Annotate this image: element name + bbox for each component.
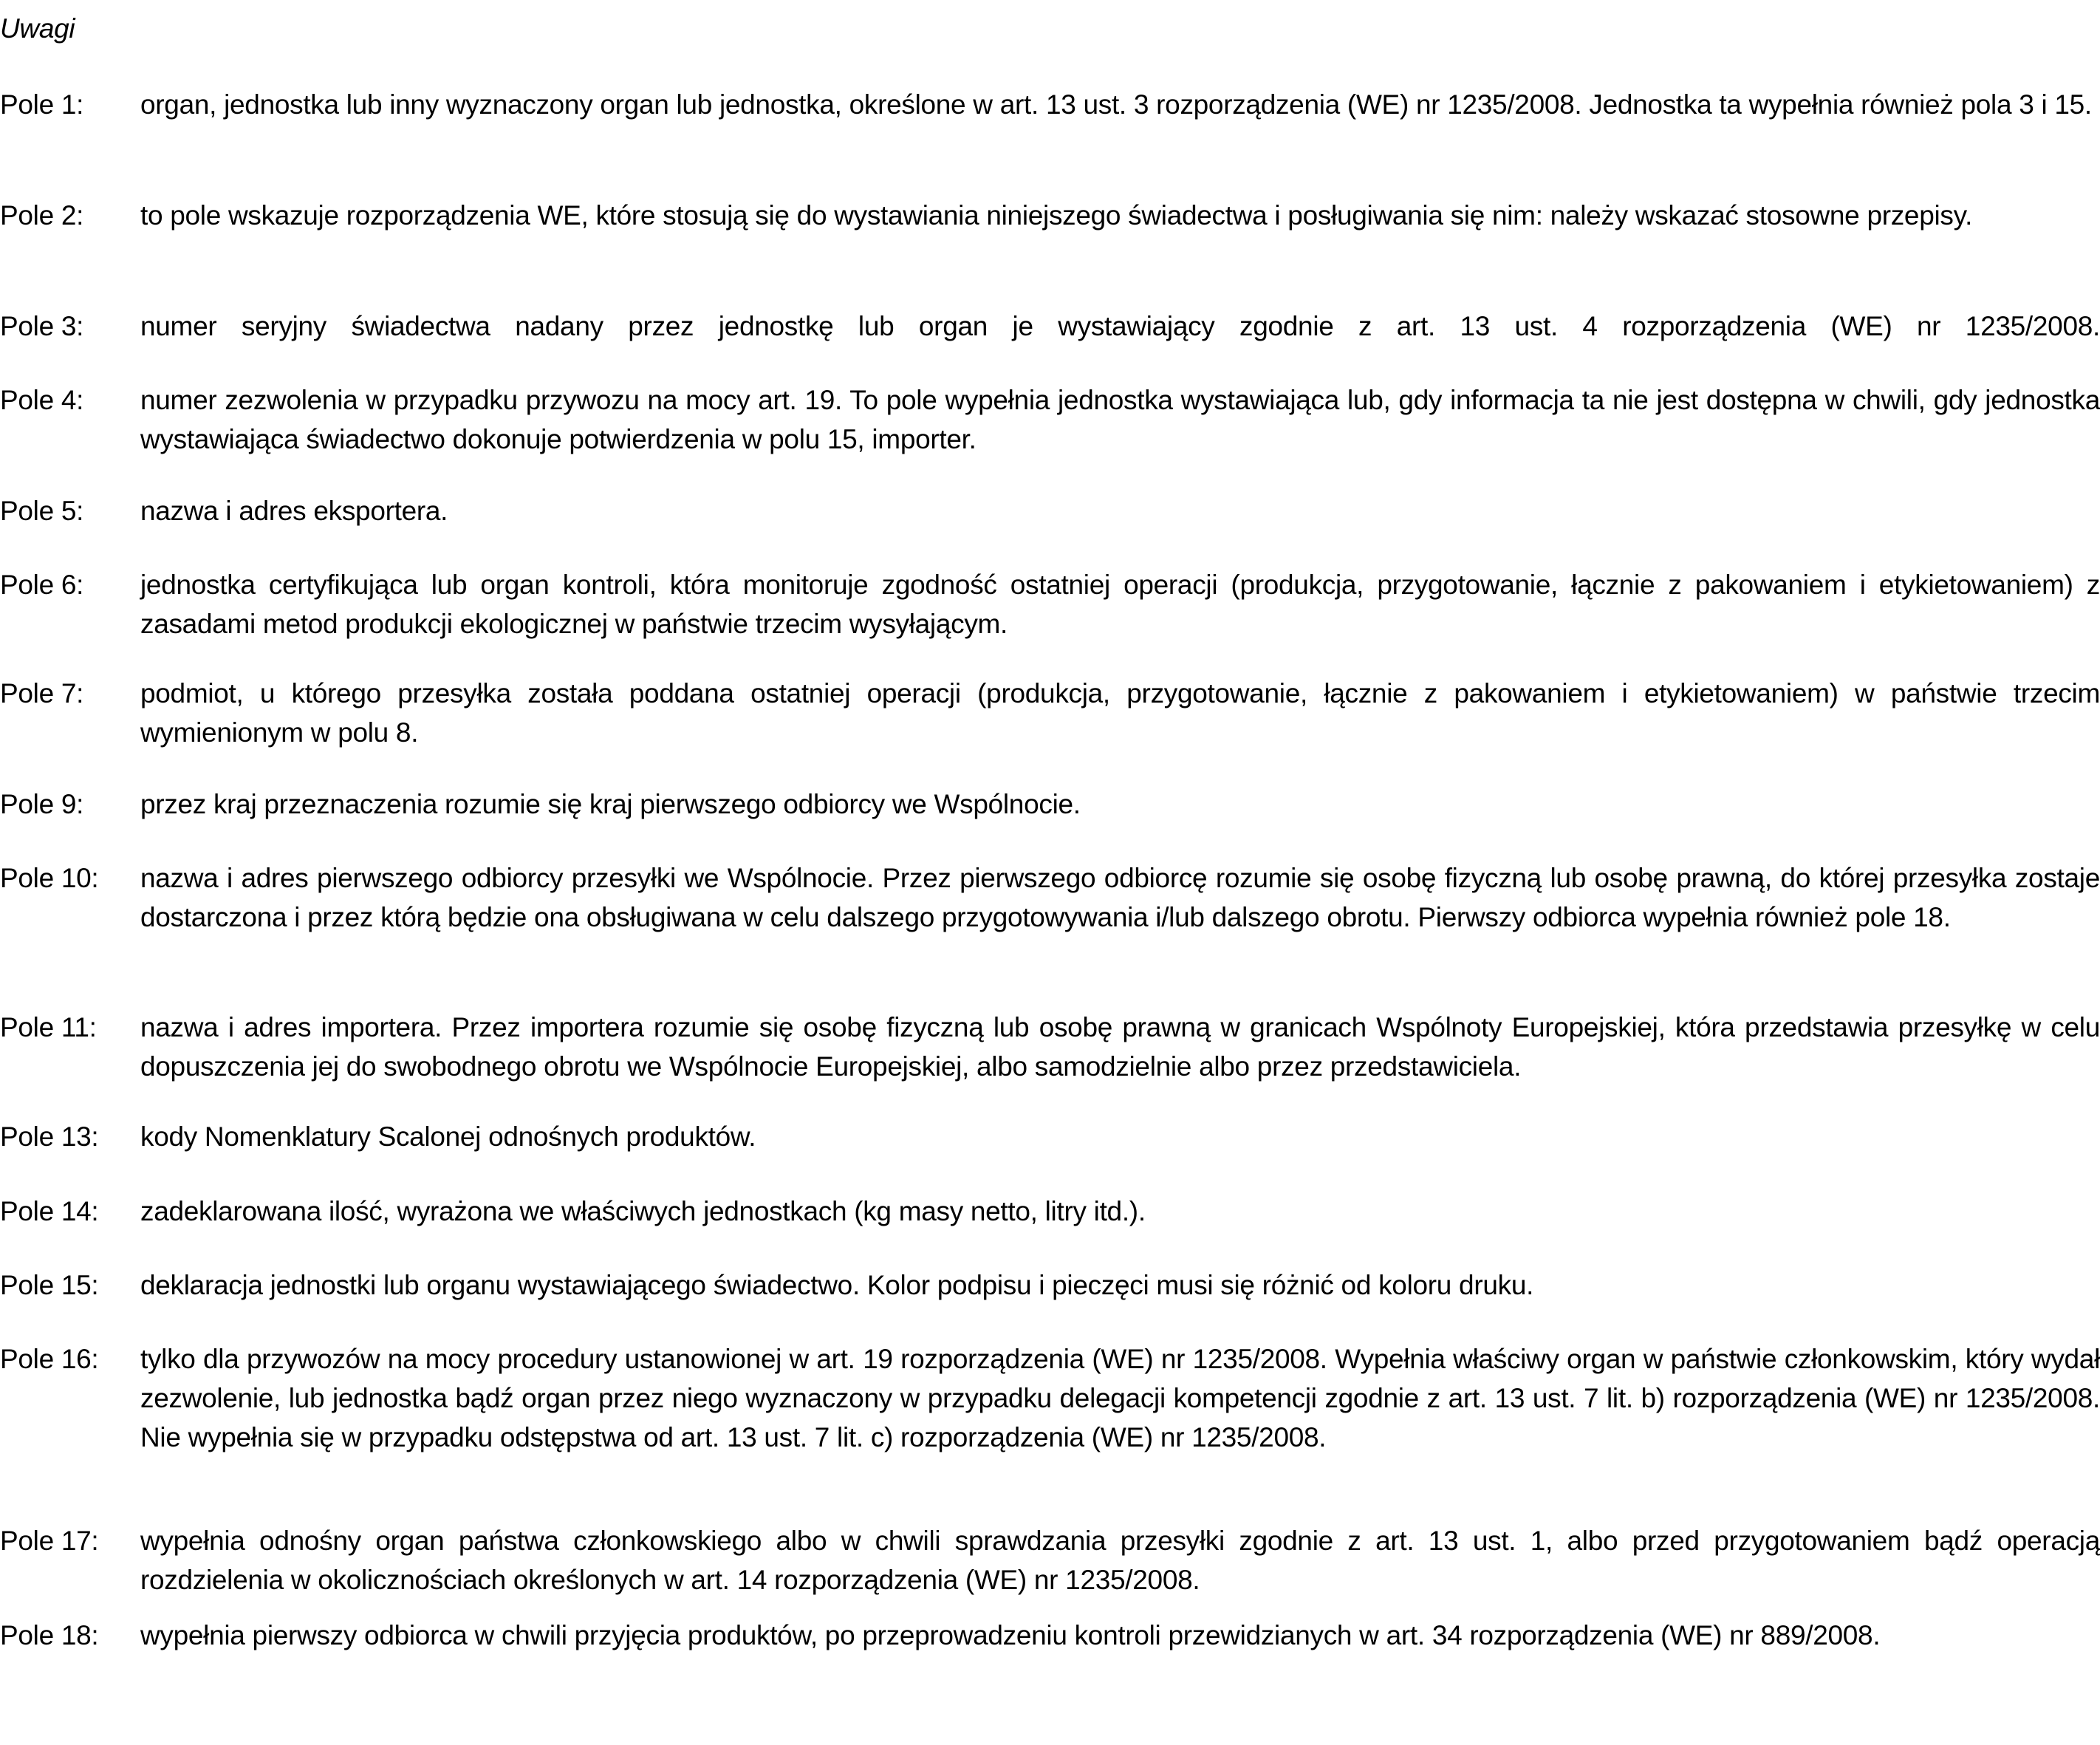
field-description: organ, jednostka lub inny wyznaczony organ lub jednostka, określone w art. 13 ust. 3 rozporządzenia (WE) nr 1235/2008. Jednostka ta wypełnia również pola 3 i 15. <box>140 89 2092 120</box>
field-description: podmiot, u którego przesyłka została poddana ostatniej operacji (produkcja, przygotowanie, łącznie z pakowaniem i etykietowaniem) w państwie trzecim wymienionym w polu 8. <box>140 678 2100 748</box>
field-description: to pole wskazuje rozporządzenia WE, które stosują się do wystawiania niniejszego świadectwa i posługiwania się nim: należy wskazać stosowne przepisy. <box>140 200 1973 230</box>
field-label: Pole 6: <box>0 570 84 600</box>
field-label: Pole 18: <box>0 1620 99 1650</box>
field-description: tylko dla przywozów na mocy procedury ustanowionej w art. 19 rozporządzenia (WE) nr 1235/2008. Wypełnia właściwy organ w państwie członkowskim, który wydał zezwolenie, lub jednostka bądź organ przez niego wyznaczony w przypadku delegacji kompetencji zgodnie z art. 13 ust. 7 lit. b) rozporządzenia (WE) nr 1235/2008. Nie wypełnia się w przypadku odstępstwa od art. 13 ust. 7 lit. c) rozporządzenia (WE) nr 1235/2008. <box>140 1344 2100 1452</box>
field-description: jednostka certyfikująca lub organ kontroli, która monitoruje zgodność ostatniej operacji (produkcja, przygotowanie, łącznie z pakowaniem i etykietowaniem) z zasadami metod produkcji ekologicznej w państwie trzecim wysyłającym. <box>140 570 2100 639</box>
field-description: nazwa i adres eksportera. <box>140 496 448 526</box>
section-title: Uwagi <box>0 13 75 44</box>
field-label: Pole 13: <box>0 1121 99 1152</box>
field-label: Pole 4: <box>0 385 84 415</box>
field-label: Pole 15: <box>0 1270 99 1300</box>
field-label: Pole 1: <box>0 89 84 120</box>
field-label: Pole 5: <box>0 496 84 526</box>
field-description: wypełnia pierwszy odbiorca w chwili przyjęcia produktów, po przeprowadzeniu kontroli przewidzianych w art. 34 rozporządzenia (WE) nr 889/2008. <box>140 1620 1881 1650</box>
field-label: Pole 7: <box>0 678 84 708</box>
field-description: zadeklarowana ilość, wyrażona we właściwych jednostkach (kg masy netto, litry itd.). <box>140 1196 1146 1226</box>
field-description: deklaracja jednostki lub organu wystawiającego świadectwo. Kolor podpisu i pieczęci musi się różnić od koloru druku. <box>140 1270 1534 1300</box>
field-label: Pole 10: <box>0 863 99 893</box>
field-label: Pole 2: <box>0 200 84 230</box>
field-label: Pole 17: <box>0 1526 99 1556</box>
field-description: nazwa i adres importera. Przez importera rozumie się osobę fizyczną lub osobę prawną w granicach Wspólnoty Europejskiej, która przedstawia przesyłkę w celu dopuszczenia jej do swobodnego obrotu we Wspólnocie Europejskiej, albo samodzielnie albo przez przedstawiciela. <box>140 1012 2100 1082</box>
field-label: Pole 14: <box>0 1196 99 1226</box>
field-label: Pole 3: <box>0 311 84 341</box>
field-description: numer zezwolenia w przypadku przywozu na mocy art. 19. To pole wypełnia jednostka wystawiająca lub, gdy informacja ta nie jest dostępna w chwili, gdy jednostka wystawiająca świadectwo dokonuje potwierdzenia w polu 15, importer. <box>140 385 2100 454</box>
field-description: przez kraj przeznaczenia rozumie się kraj pierwszego odbiorcy we Wspólnocie. <box>140 789 1081 819</box>
field-label: Pole 16: <box>0 1344 99 1374</box>
field-description: kody Nomenklatury Scalonej odnośnych produktów. <box>140 1121 756 1152</box>
field-description: wypełnia odnośny organ państwa członkowskiego albo w chwili sprawdzania przesyłki zgodnie z art. 13 ust. 1, albo przed przygotowaniem bądź operacją rozdzielenia w okolicznościach określonych w art. 14 rozporządzenia (WE) nr 1235/2008. <box>140 1526 2100 1595</box>
field-label: Pole 9: <box>0 789 84 819</box>
field-description: nazwa i adres pierwszego odbiorcy przesyłki we Wspólnocie. Przez pierwszego odbiorcę rozumie się osobę fizyczną lub osobę prawną, do której przesyłka zostaje dostarczona i przez którą będzie ona obsługiwana w celu dalszego przygotowywania i/lub dalszego obrotu. Pierwszy odbiorca wypełnia również pole 18. <box>140 863 2100 932</box>
field-label: Pole 11: <box>0 1012 97 1042</box>
field-description: numer seryjny świadectwa nadany przez jednostkę lub organ je wystawiający zgodnie z art. 13 ust. 4 rozporządzenia (WE) nr 1235/2008. <box>140 311 2100 341</box>
